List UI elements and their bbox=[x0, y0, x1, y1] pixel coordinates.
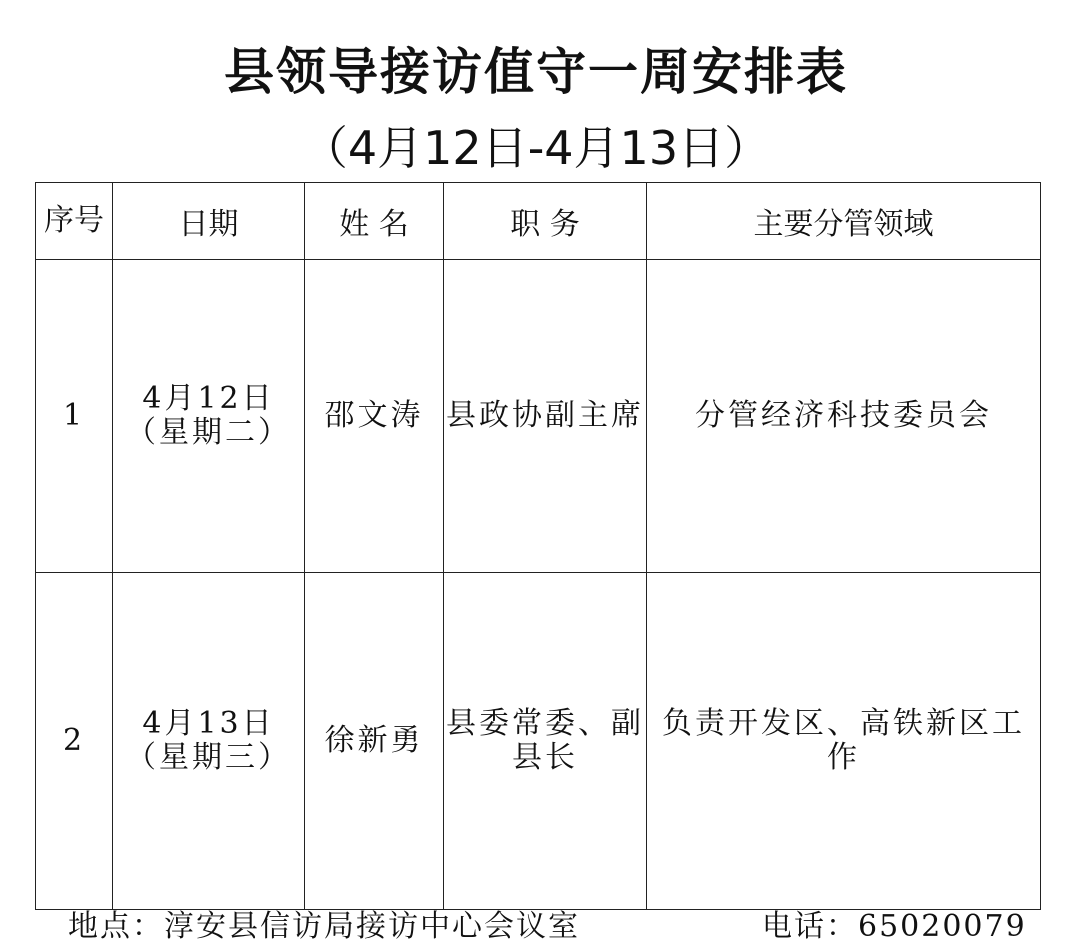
footer-location: 地点：淳安县信访局接访中心会议室 bbox=[68, 909, 580, 944]
row-date: 4月13日 bbox=[142, 706, 275, 741]
row-name: 邵文涛 bbox=[305, 260, 444, 573]
row-date-cell bbox=[113, 573, 305, 910]
row-area: 分管经济科技委员会 bbox=[647, 260, 1041, 573]
header-area: 主要分管领域 bbox=[647, 183, 1041, 260]
page-title: 县领导接访值守一周安排表 bbox=[224, 43, 848, 101]
row-weekday: （星期三） bbox=[126, 740, 291, 775]
table-header-row bbox=[36, 183, 1041, 260]
row-date: 4月12日 bbox=[142, 381, 275, 416]
date-range: （4月12日-4月13日） bbox=[301, 121, 771, 175]
footer-phone: 电话：65020079 bbox=[762, 909, 1027, 944]
schedule-table bbox=[35, 182, 1041, 910]
table-row bbox=[36, 260, 1041, 573]
row-seq: 1 bbox=[36, 260, 113, 573]
header-position: 职 务 bbox=[444, 183, 647, 260]
header-name: 姓 名 bbox=[305, 183, 444, 260]
header-seq: 序号 bbox=[36, 183, 113, 260]
header-date: 日期 bbox=[113, 183, 305, 260]
row-date-cell bbox=[113, 260, 305, 573]
footer bbox=[0, 904, 1072, 950]
row-seq: 2 bbox=[36, 573, 113, 910]
row-weekday: （星期二） bbox=[126, 415, 291, 450]
row-position: 县政协副主席 bbox=[444, 260, 647, 573]
row-position: 县委常委、副县长 bbox=[444, 573, 647, 910]
table-row bbox=[36, 573, 1041, 910]
row-name: 徐新勇 bbox=[305, 573, 444, 910]
row-area: 负责开发区、高铁新区工作 bbox=[647, 573, 1041, 910]
